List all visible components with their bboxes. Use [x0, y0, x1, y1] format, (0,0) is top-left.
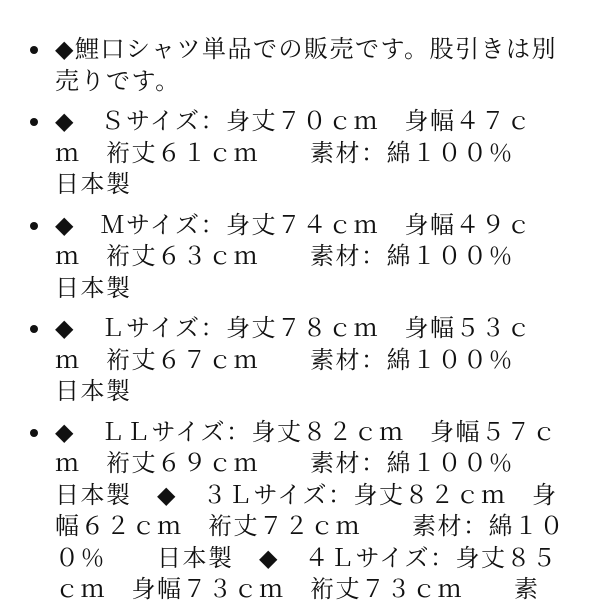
- bullet-icon: [30, 118, 38, 126]
- bullet-icon: [30, 325, 38, 333]
- list-item: [55, 417, 608, 606]
- bullet-icon: [30, 222, 38, 230]
- bullet-icon: [30, 46, 38, 54]
- item-line: ０％ 日本製 ◆ ４Ｌサイズ：身丈８５: [55, 543, 558, 572]
- item-line: 日本製: [55, 377, 132, 405]
- item-line: 幅６２ｃｍ 裄丈７２ｃｍ 素材：綿１０: [55, 512, 565, 540]
- list-item: [55, 34, 608, 97]
- item-line: 日本製: [55, 170, 132, 198]
- list-item: [55, 210, 608, 305]
- item-line: ◆ Ｓサイズ：身丈７０ｃｍ 身幅４７ｃ: [55, 107, 533, 135]
- item-line: ｍ 裄丈６１ｃｍ 素材：綿１００％: [55, 138, 514, 167]
- product-description-list: [0, 34, 608, 608]
- list-item: [55, 106, 608, 201]
- item-line: ◆ Ｌサイズ：身丈７８ｃｍ 身幅５３ｃ: [55, 314, 533, 342]
- bullet-icon: [30, 429, 38, 437]
- item-line: 日本製: [55, 273, 132, 302]
- item-line: ◆ ＬＬサイズ：身丈８２ｃｍ 身幅５７ｃ: [55, 417, 558, 446]
- item-line: ｃｍ 身幅７３ｃｍ 裄丈７３ｃｍ 素: [55, 575, 540, 603]
- item-line: 売りです。: [55, 66, 181, 95]
- item-line: ◆ Ｍサイズ：身丈７４ｃｍ 身幅４９ｃ: [55, 210, 533, 239]
- item-line: ｍ 裄丈６９ｃｍ 素材：綿１００％: [55, 449, 514, 477]
- item-line: ｍ 裄丈６３ｃｍ 素材：綿１００％: [55, 242, 514, 270]
- list-item: [55, 313, 608, 408]
- item-line: 日本製 ◆ ３Ｌサイズ：身丈８２ｃｍ 身: [55, 480, 558, 509]
- item-line: ◆鯉口シャツ単品での販売です。股引きは別: [55, 35, 558, 63]
- item-line: ｍ 裄丈６７ｃｍ 素材：綿１００％: [55, 345, 514, 374]
